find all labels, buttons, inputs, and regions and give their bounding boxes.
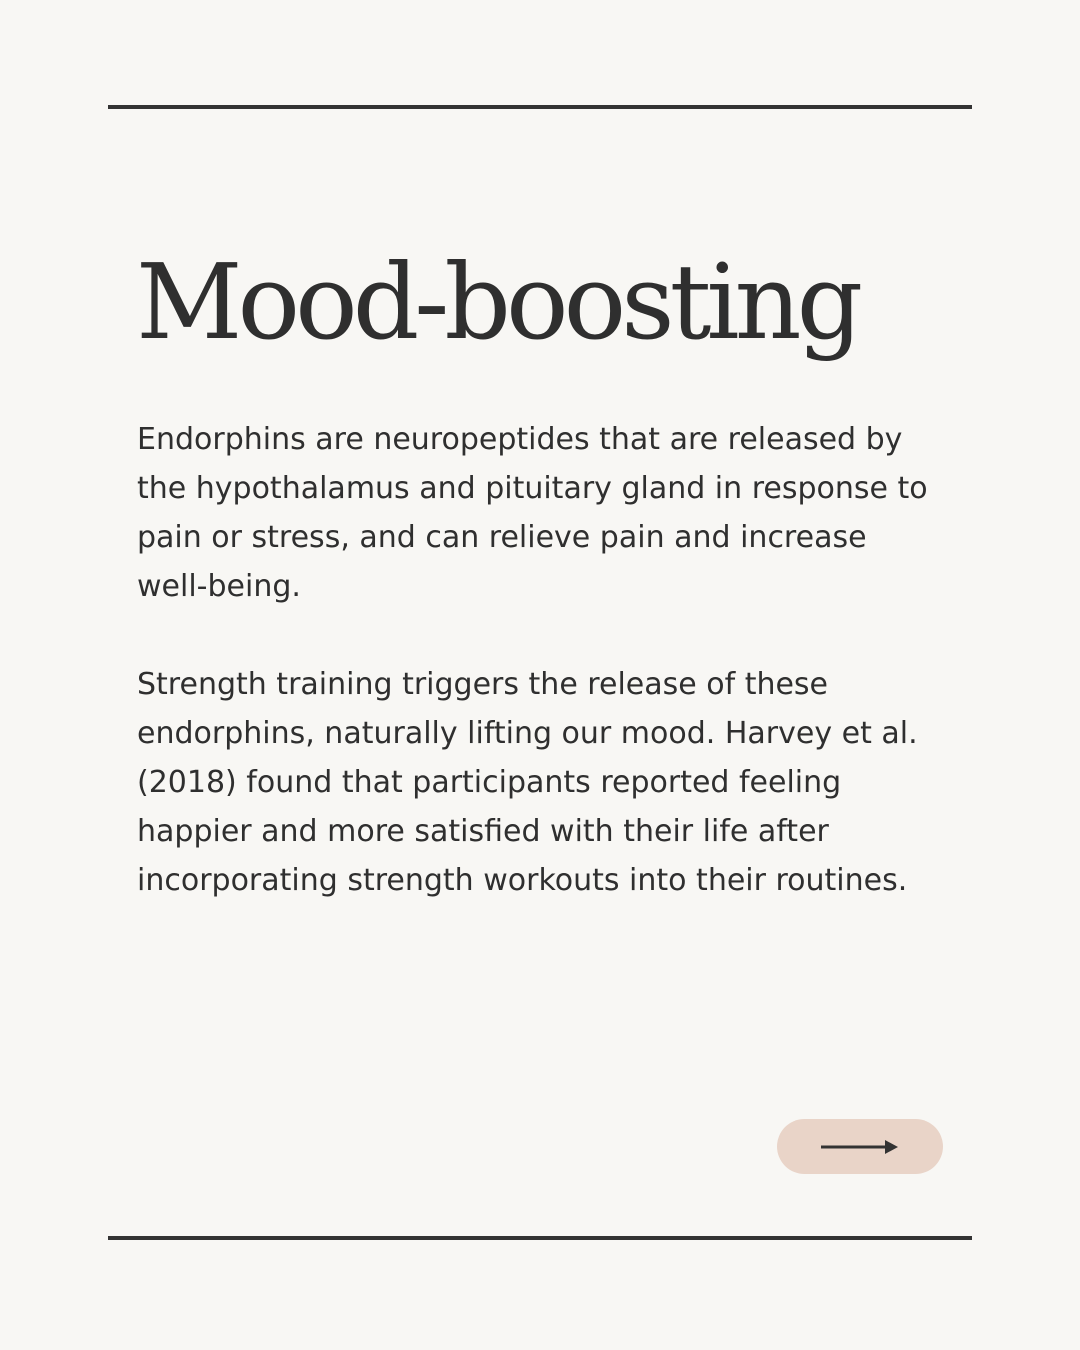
- bottom-divider: [108, 1236, 972, 1240]
- body-paragraph-1: Endorphins are neuropeptides that are released by the hypothalamus and pituitary gland in response to pain or stress, and can relieve pain and increase well-being.: [137, 422, 928, 604]
- page-title: Mood-boosting: [136, 241, 859, 363]
- next-button[interactable]: [777, 1119, 943, 1174]
- top-divider: [108, 105, 972, 109]
- arrow-right-icon: [821, 1139, 899, 1155]
- body-paragraph-2: Strength training triggers the release of these endorphins, naturally lifting our mood. Harvey et al. (2018) found that participants reported feeling happier and more satisfied with their life after incorporating strength workouts into their routines.: [137, 667, 918, 898]
